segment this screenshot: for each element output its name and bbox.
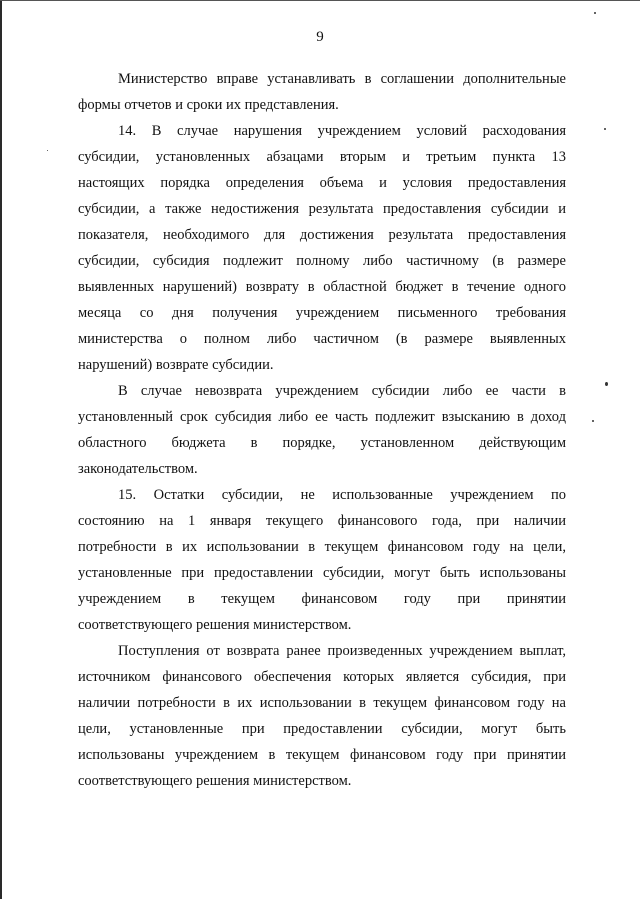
text-line: субсидии, а также недостижения результата предоставления субсидии и — [78, 201, 566, 217]
text-line: Министерство вправе устанавливать в соглашении дополнительные — [118, 71, 566, 87]
document-body — [78, 66, 566, 794]
paragraph-ministry-reporting — [78, 66, 566, 118]
text-line: источником финансового обеспечения которых является субсидия, при — [78, 669, 566, 685]
scan-speck — [604, 128, 606, 130]
text-line: состоянию на 1 января текущего финансового года, при наличии — [78, 513, 566, 529]
text-line: министерства о полном либо частичном (в размере выявленных — [78, 331, 566, 347]
paragraph-clause-14 — [78, 118, 566, 378]
text-line: 15. Остатки субсидии, не использованные учреждением по — [118, 487, 566, 503]
text-line: областного бюджета в порядке, установленном действующим — [78, 435, 566, 451]
text-line: соответствующего решения министерством. — [78, 773, 352, 789]
text-line: установленные при предоставлении субсидии, могут быть использованы — [78, 565, 566, 581]
text-line: установленный срок субсидия либо ее часть подлежит взысканию в доход — [78, 409, 566, 425]
text-line: наличии потребности в их использовании в текущем финансовом году на — [78, 695, 566, 711]
text-line: показателя, необходимого для достижения результата предоставления — [78, 227, 566, 243]
paragraph-returns-receipts — [78, 638, 566, 794]
text-line: субсидии, установленных абзацами вторым и третьим пункта 13 — [78, 149, 566, 165]
page-number: 9 — [316, 29, 324, 45]
text-line: потребности в их использовании в текущем финансовом году на цели, — [78, 539, 566, 555]
text-line: Поступления от возврата ранее произведенных учреждением выплат, — [118, 643, 566, 659]
text-line: 14. В случае нарушения учреждением условий расходования — [118, 123, 566, 139]
text-line: месяца со дня получения учреждением письменного требования — [78, 305, 566, 321]
text-line: выявленных нарушений) возврату в областной бюджет в течение одного — [78, 279, 566, 295]
text-line: В случае невозврата учреждением субсидии либо ее части в — [118, 383, 566, 399]
scan-speck — [592, 420, 594, 422]
text-line: учреждением в текущем финансовом году при принятии — [78, 591, 566, 607]
scan-speck — [605, 382, 608, 386]
text-line: законодательством. — [78, 461, 198, 477]
scan-speck — [47, 150, 48, 151]
text-line: цели, установленные при предоставлении субсидии, могут быть — [78, 721, 566, 737]
scan-speck — [594, 12, 596, 14]
text-line: использованы учреждением в текущем финансовом году при принятии — [78, 747, 566, 763]
text-line: нарушений) возврате субсидии. — [78, 357, 274, 373]
text-line: формы отчетов и сроки их представления. — [78, 97, 339, 113]
paragraph-clause-15 — [78, 482, 566, 638]
scan-left-edge — [0, 0, 2, 899]
text-line: настоящих порядка определения объема и условия предоставления — [78, 175, 566, 191]
scan-top-edge — [0, 0, 640, 1]
text-line: субсидии, субсидия подлежит полному либо частичному (в размере — [78, 253, 566, 269]
text-line: соответствующего решения министерством. — [78, 617, 352, 633]
paragraph-non-return — [78, 378, 566, 482]
